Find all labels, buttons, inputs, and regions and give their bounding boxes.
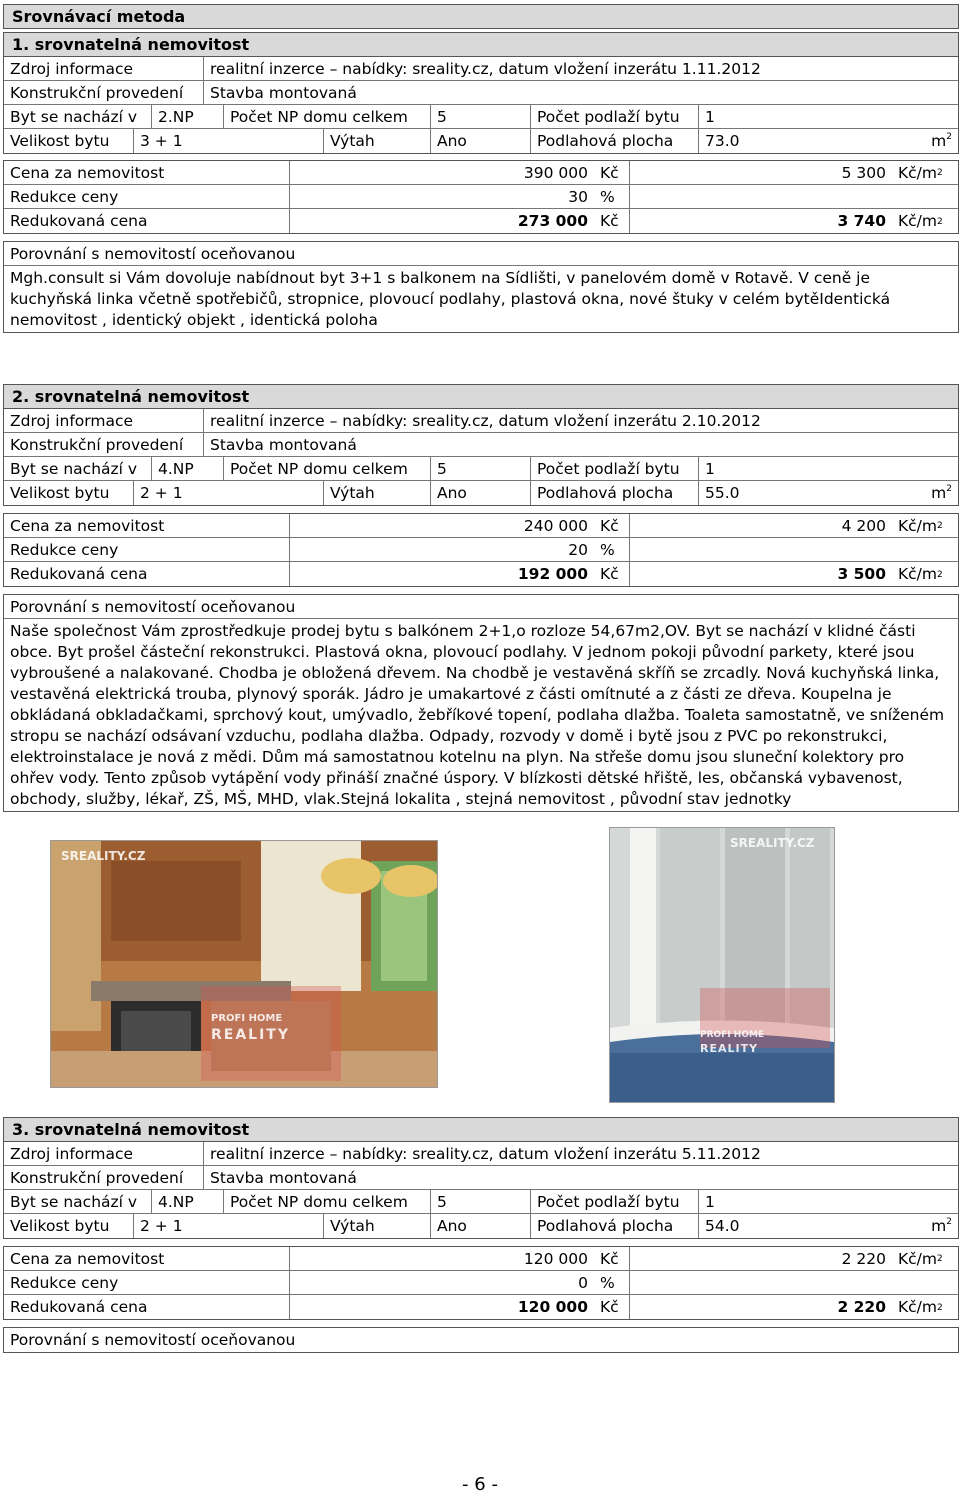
reduction-label: Redukce ceny — [4, 538, 290, 561]
size-label: Velikost bytu — [4, 481, 134, 505]
price-m2-value: 5 300 — [841, 163, 886, 182]
reduced-m2-value: 2 220 — [837, 1298, 886, 1316]
source-label: Zdroj informace — [4, 409, 204, 432]
reduction-value: 0 — [578, 1273, 588, 1292]
photo-watermark-top: SREALITY.CZ — [61, 849, 146, 863]
size-value: 2 + 1 — [134, 1214, 324, 1238]
floors-total-label: Počet NP domu celkem — [224, 457, 431, 480]
area-label: Podlahová plocha — [531, 1214, 699, 1238]
lift-value: Ano — [431, 129, 531, 153]
reduction-value: 20 — [568, 540, 588, 559]
reduced-currency: Kč — [594, 1295, 630, 1319]
lift-label: Výtah — [324, 481, 431, 505]
size-value: 2 + 1 — [134, 481, 324, 505]
area-value: 54.0 $m^2$ — [705, 1217, 952, 1235]
floor-value: 4.NP — [152, 457, 224, 480]
reduction-percent: % — [594, 1271, 630, 1294]
floors-total-value: 5 — [431, 457, 531, 480]
property-3-comparison — [3, 1327, 959, 1353]
floors-total-label: Počet NP domu celkem — [224, 1190, 431, 1213]
floor-label: Byt se nachází v — [4, 1190, 152, 1213]
floor-value: 2.NP — [152, 105, 224, 128]
source-label: Zdroj informace — [4, 57, 204, 80]
floors-flat-label: Počet podlaží bytu — [531, 457, 699, 480]
size-label: Velikost bytu — [4, 1214, 134, 1238]
price-m2-value: 4 200 — [841, 516, 886, 535]
source-value: realitní inzerce – nabídky: sreality.cz, datum vložení inzerátu 2.10.2012 — [210, 411, 761, 430]
size-value: 3 + 1 — [134, 129, 324, 153]
comparison-label: Porovnání s nemovitostí oceňovanou — [10, 1331, 296, 1349]
reduced-m2-value: 3 740 — [837, 212, 886, 230]
reduced-label: Redukovaná cena — [4, 1295, 290, 1319]
source-value: realitní inzerce – nabídky: sreality.cz, datum vložení inzerátu 5.11.2012 — [210, 1144, 761, 1163]
reduction-percent: % — [594, 185, 630, 208]
price-value: 240 000 — [523, 516, 588, 535]
lift-label: Výtah — [324, 1214, 431, 1238]
comparison-label: Porovnání s nemovitostí oceňovanou — [10, 244, 296, 263]
lift-value: Ano — [431, 481, 531, 505]
price-label: Cena za nemovitost — [4, 161, 290, 184]
price-currency: Kč — [594, 1247, 630, 1270]
reduced-value: 273 000 — [517, 212, 588, 230]
price-m2-unit: Kč/m 2 — [898, 163, 943, 182]
area-value: 73.0 $m^2$ — [705, 132, 952, 150]
reduced-value: 192 000 — [517, 565, 588, 583]
property-1-comparison — [3, 241, 959, 333]
property-2-description: Naše společnost Vám zprostředkuje prodej bytu s balkónem 2+1,o rozloze 54,67m2,OV. Byt se nachází v klidné části obce. Byt prošel částeční rekonstrukci. Plastová okna, plovoucí podlahy. V jednom pokoji původní parkety, které jsou vybroušené a nalakované. Chodba je obložená dřevem. Na chodbě je vestavěná skříň se zrcadly. Nová kuchyňská linka, vestavěná elektrická trouba, plynový sporák. Jádro je umakartové z části omítnuté a z části ze dřeva. Koupelna je obkládaná obkladačkami, sprchový kout, umývadlo, žebříkové topení, podlaha dlažba. Toaleta samostatně, ve sníženém stropu se nachází odsávaní vzduchu, podlaha dlažba. Odpady, rozvody v domě i bytě jsou z PVC po rekonstrukci, elektroinstalace je nová z mědi. Dům má samostatnou kotelnu na plyn. Na střeše domu jsou sluneční kolektory pro ohřev vody. Tento způsob vytápění vody přináší značné úspory. V blízkosti dětské hřiště, les, občanská vybavenost, obchody, služby, lékař, ZŠ, MŠ, MHD, vlak.Stejná lokalita , stejná nemovitost , původní stav jednotky — [10, 622, 945, 808]
area-label: Podlahová plocha — [531, 129, 699, 153]
reduced-m2-unit: Kč/m 2 — [898, 565, 943, 583]
area-value: 55.0 $m^2$ — [705, 484, 952, 502]
property-3-heading: 3. srovnatelná nemovitost — [3, 1117, 959, 1142]
price-currency: Kč — [594, 161, 630, 184]
comparison-label: Porovnání s nemovitostí oceňovanou — [10, 597, 296, 616]
photo-watermark-top: SREALITY.CZ — [730, 836, 815, 850]
lift-label: Výtah — [324, 129, 431, 153]
floors-flat-label: Počet podlaží bytu — [531, 105, 699, 128]
property-2-heading: 2. srovnatelná nemovitost — [3, 384, 959, 409]
photo-watermark-brand: REALITY — [211, 1027, 290, 1043]
price-m2-unit: Kč/m 2 — [898, 1249, 943, 1268]
price-value: 120 000 — [523, 1249, 588, 1268]
property-2-comparison — [3, 594, 959, 812]
reduced-currency: Kč — [594, 209, 630, 233]
price-currency: Kč — [594, 514, 630, 537]
property-2-info-table — [3, 408, 959, 506]
reduction-value: 30 — [568, 187, 588, 206]
photo-watermark-brand: REALITY — [700, 1042, 759, 1055]
floors-flat-value: 1 — [705, 1192, 715, 1211]
floors-total-value: 5 — [431, 105, 531, 128]
floors-flat-label: Počet podlaží bytu — [531, 1190, 699, 1213]
title-text: Srovnávací metoda — [12, 7, 186, 26]
reduced-m2-unit: Kč/m 2 — [898, 1298, 943, 1316]
size-label: Velikost bytu — [4, 129, 134, 153]
reduction-percent: % — [594, 538, 630, 561]
construction-value: Stavba montovaná — [210, 83, 357, 102]
price-value: 390 000 — [523, 163, 588, 182]
price-m2-unit: Kč/m 2 — [898, 516, 943, 535]
reduced-m2-unit: Kč/m 2 — [898, 212, 943, 230]
photo-watermark-logo: PROFI HOME — [211, 1013, 283, 1024]
property-1-description: Mgh.consult si Vám dovoluje nabídnout byt 3+1 s balkonem na Sídlišti, v panelovém domě v Rotavě. V ceně je kuchyňská linka včetně spotřebičů, stropnice, plovoucí podlahy, plastová okna, nové štuky v celém bytěIdentická nemovitost , identický objekt , identická poloha — [10, 269, 891, 329]
bathroom-photo-icon — [610, 828, 834, 1102]
floor-label: Byt se nachází v — [4, 105, 152, 128]
property-1-price-table — [3, 160, 959, 234]
construction-label: Konstrukční provedení — [4, 81, 204, 104]
reduction-label: Redukce ceny — [4, 1271, 290, 1294]
property-3-info-table — [3, 1141, 959, 1239]
area-label: Podlahová plocha — [531, 481, 699, 505]
lift-value: Ano — [431, 1214, 531, 1238]
bathroom-photo — [609, 827, 835, 1103]
reduced-currency: Kč — [594, 562, 630, 586]
property-3-price-table — [3, 1246, 959, 1320]
floors-total-value: 5 — [431, 1190, 531, 1213]
floors-flat-value: 1 — [705, 459, 715, 478]
construction-value: Stavba montovaná — [210, 1168, 357, 1187]
kitchen-photo-icon — [51, 841, 437, 1087]
floor-label: Byt se nachází v — [4, 457, 152, 480]
reduction-label: Redukce ceny — [4, 185, 290, 208]
source-value: realitní inzerce – nabídky: sreality.cz, datum vložení inzerátu 1.11.2012 — [210, 59, 761, 78]
reduced-label: Redukovaná cena — [4, 562, 290, 586]
page-title — [3, 4, 959, 29]
page-number: - 6 - — [462, 1474, 498, 1495]
property-1-info-table — [3, 56, 959, 154]
photo-watermark-logo: PROFI HOME — [700, 1030, 765, 1040]
reduced-m2-value: 3 500 — [837, 565, 886, 583]
construction-label: Konstrukční provedení — [4, 433, 204, 456]
floors-flat-value: 1 — [705, 107, 715, 126]
floors-total-label: Počet NP domu celkem — [224, 105, 431, 128]
property-2-price-table — [3, 513, 959, 587]
floor-value: 4.NP — [152, 1190, 224, 1213]
price-label: Cena za nemovitost — [4, 1247, 290, 1270]
reduced-label: Redukovaná cena — [4, 209, 290, 233]
kitchen-photo — [50, 840, 438, 1088]
price-m2-value: 2 220 — [841, 1249, 886, 1268]
price-label: Cena za nemovitost — [4, 514, 290, 537]
property-1-heading: 1. srovnatelná nemovitost — [3, 32, 959, 57]
reduced-value: 120 000 — [517, 1298, 588, 1316]
source-label: Zdroj informace — [4, 1142, 204, 1165]
construction-label: Konstrukční provedení — [4, 1166, 204, 1189]
construction-value: Stavba montovaná — [210, 435, 357, 454]
